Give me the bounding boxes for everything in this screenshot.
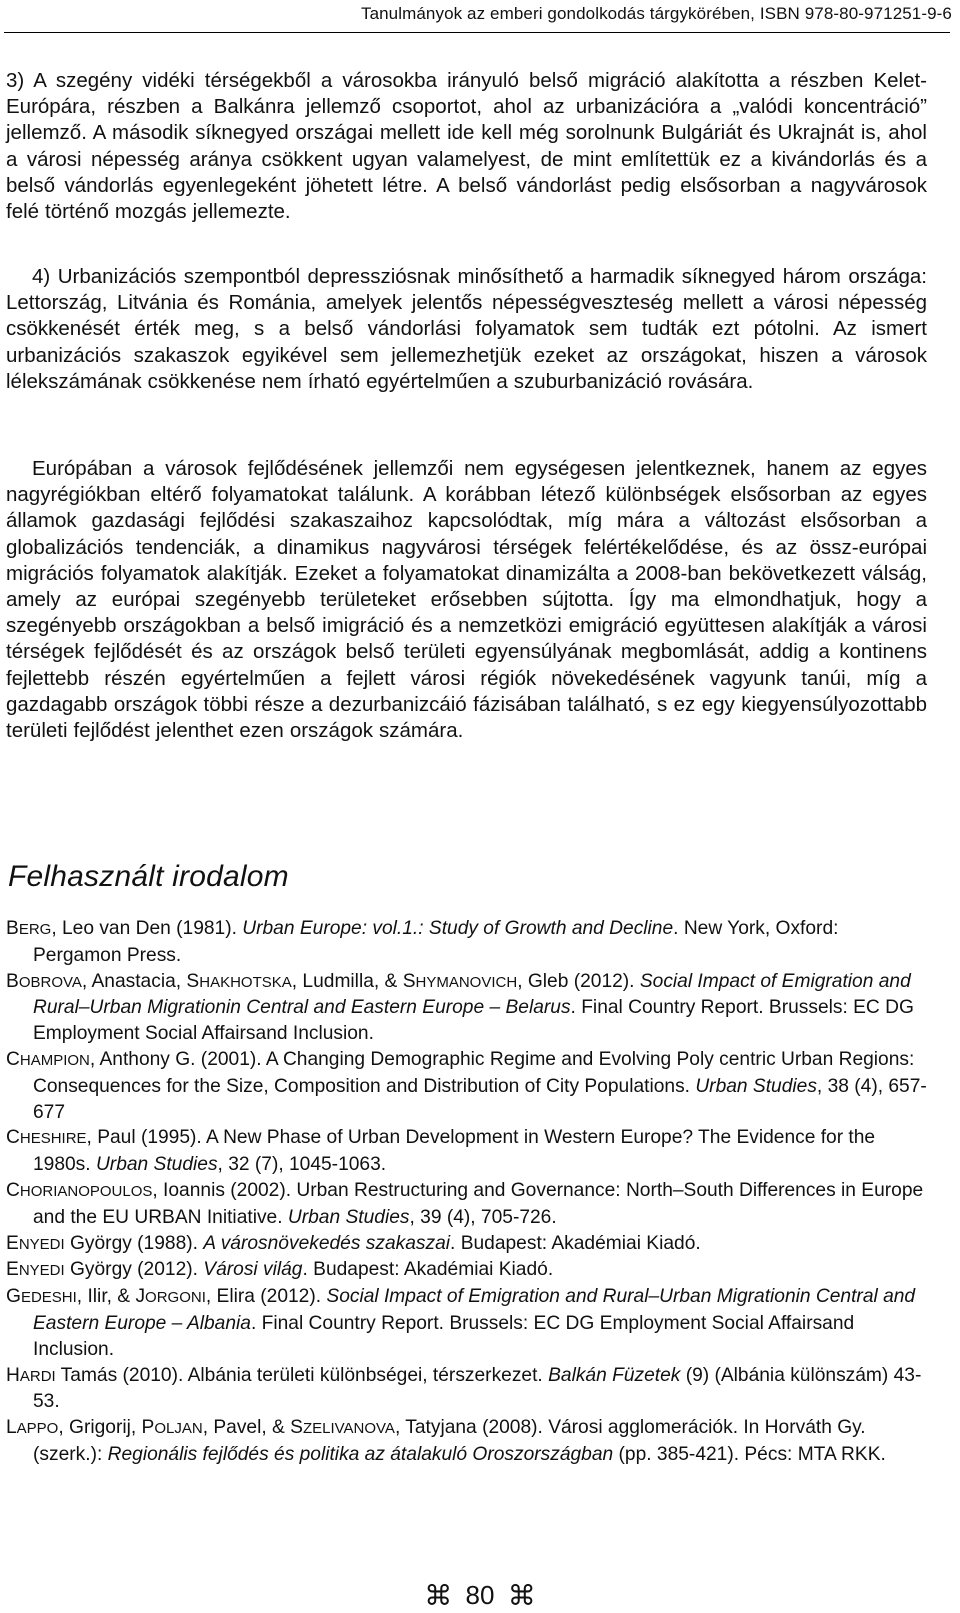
author-surname: ENYEDI	[6, 1259, 65, 1281]
header-rule	[4, 32, 950, 33]
reference-item: ENYEDI György (2012). Városi világ. Budapest: Akadémiai Kiadó.	[6, 1259, 554, 1281]
reference-item: CHESHIRE, Paul (1995). A New Phase of Urban Development in Western Europe? The Evidence for the 1980s. Urban Studies, 32 (7), 1045-1063.	[6, 1127, 876, 1176]
author-surname: CHESHIRE	[6, 1127, 87, 1149]
body-paragraph-3	[6, 68, 927, 225]
author-surname: CHAMPION	[6, 1048, 90, 1070]
body-paragraph-4	[6, 264, 927, 395]
author-surname: ENYEDI	[6, 1232, 65, 1254]
reference-item: CHORIANOPOULOS, Ioannis (2002). Urban Restructuring and Governance: North–South Differences in Europe and the EU URBAN Initiative. Urban Studies, 39 (4), 705-726.	[6, 1179, 924, 1228]
reference-title: A városnövekedés szakaszai	[203, 1232, 451, 1254]
author-surname: LAPPO	[6, 1417, 59, 1439]
reference-item: LAPPO, Grigorij, POLJAN, Pavel, & SZELIVANOVA, Tatyjana (2008). Városi agglomerációk. In Horváth Gy. (szerk.): Regionális fejlődés és politika az átalakuló Oroszországban (pp. 385-421). Pécs: MTA RKK.	[6, 1417, 886, 1465]
reference-title: Regionális fejlődés és politika az átalakuló Oroszországban	[107, 1443, 614, 1465]
paragraph-4-text: 4) Urbanizációs szempontból depressziósnak minősíthető a harmadik síknegyed három országa: Lettország, Litvánia és Románia, amelyek jelentős népességveszteség mellett a városi népesség csökkenését érték meg, s a belső vándorlási folyamatok sem tudták ezt pótolni. Az ismert urbanizációs szakaszok egyikével sem jellemezhetjük ezeket az országokat, hiszen a városok lélekszámának csökkenése nem írható egyértelműen a szuburbanizáció rovására.	[6, 265, 927, 393]
author-surname: BOBROVA	[6, 970, 82, 992]
reference-item: BERG, Leo van Den (1981). Urban Europe: vol.1.: Study of Growth and Decline. New York, Oxford: Pergamon Press.	[6, 918, 839, 966]
reference-item: BOBROVA, Anastacia, SHAKHOTSKA, Ludmilla, & SHYMANOVICH, Gleb (2012). Social Impact of Emigration and Rural–Urban Migrationin Central and Eastern Europe – Belarus. Final Country Report. Brussels: EC DG Employment Social Affairsand Inclusion.	[6, 970, 914, 1045]
body-paragraph-conclusion	[6, 456, 927, 744]
command-key-icon: ⌘	[507, 1578, 536, 1612]
reference-item: HARDI Tamás (2010). Albánia területi különbségei, térszerkezet. Balkán Füzetek (9) (Albánia különszám) 43-53.	[6, 1364, 922, 1413]
command-key-icon: ⌘	[424, 1578, 453, 1612]
reference-item: ENYEDI György (1988). A városnövekedés szakaszai. Budapest: Akadémiai Kiadó.	[6, 1232, 701, 1254]
reference-title: Social Impact of Emigration and Rural–Urban Migrationin Central and Eastern Europe – Albania	[33, 1286, 916, 1334]
author-surname: POLJAN	[141, 1417, 203, 1439]
reference-journal: Urban Studies	[95, 1154, 218, 1176]
author-surname: CHORIANOPOULOS	[6, 1179, 153, 1201]
paragraph-3-text: 3) A szegény vidéki térségekből a városokba irányuló belső migráció alakította a részben Kelet-Európára, részben a Balkánra jellemző csoportot, ahol az urbanizációra a „valódi koncentráció” jellemző. A második síknegyed országai mellett ide kell még sorolnunk Bulgáriát és Ukrajnát is, ahol a városi népesség aránya csökkent ugyan valamelyest, de mint említettük ez a kivándorlás és a belső vándorlás egyenlegeként jöhetett létre. A belső vándorlást pedig elsősorban a nagyvárosok felé történő mozgás jellemezte.	[6, 69, 927, 224]
references-heading: Felhasznált irodalom	[8, 860, 289, 893]
author-surname: HARDI	[6, 1364, 56, 1386]
author-surname: GEDESHI	[6, 1286, 77, 1308]
author-surname: JORGONI	[135, 1286, 206, 1308]
reference-journal: Balkán Füzetek	[548, 1364, 681, 1386]
reference-journal: Urban Studies	[287, 1206, 410, 1228]
page-footer	[0, 1578, 960, 1612]
author-surname: SZELIVANOVA	[290, 1417, 395, 1439]
reference-journal: Urban Studies	[695, 1075, 817, 1097]
author-surname: BERG	[6, 918, 52, 939]
reference-title: Urban Europe: vol.1.: Study of Growth and Decline	[242, 918, 674, 939]
reference-item: CHAMPION, Anthony G. (2001). A Changing Demographic Regime and Evolving Poly centric Urban Regions: Consequences for the Size, Composition and Distribution of City Populations. Urban Studies, 38 (4), 657-677	[6, 1048, 927, 1123]
author-surname: SHAKHOTSKA	[186, 970, 292, 992]
reference-item: GEDESHI, Ilir, & JORGONI, Elira (2012). Social Impact of Emigration and Rural–Urban Migrationin Central and Eastern Europe – Albania. Final Country Report. Brussels: EC DG Employment Social Affairsand Inclusion.	[6, 1286, 916, 1360]
running-header: Tanulmányok az emberi gondolkodás tárgykörében, ISBN 978-80-971251-9-6	[360, 4, 952, 23]
reference-title: Városi világ	[203, 1259, 303, 1281]
page-number: 80	[465, 1579, 495, 1610]
reference-title: Social Impact of Emigration and Rural–Urban Migrationin Central and Eastern Europe – Belarus	[33, 970, 911, 1019]
author-surname: SHYMANOVICH	[402, 970, 518, 992]
paragraph-conclusion-text: Európában a városok fejlődésének jellemzői nem egységesen jelentkeznek, hanem az egyes nagyrégiókban eltérő folyamatokat találunk. A korábban létező különbségek elsősorban az egyes államok gazdasági fejlődési szakaszaihoz kapcsolódtak, míg mára a változást elsősorban a globalizációs tendenciák, a dinamikus nagyvárosi térségek felértékelődése, és az össz-európai migrációs folyamatok alakítják. Ezeket a folyamatokat dinamizálta a 2008-ban bekövetkezett válság, amely az európai szegényebb területeket erősebben sújtotta. Így ma elmondhatjuk, hogy a szegényebb országokban a belső imigráció és a nemzetközi emigráció együttesen alakítják a városi térségek fejlődését és az országok belső területi egyensúlyának megbomlását, addig a kontinens fejlettebb részén egyértelműen a fejlett városi régiók növekedésének vagyunk tanúi, míg a gazdagabb országok többi része a dezurbanizcáió fázisában található, s ez egy kiegyensúlyozottabb területi fejlődést jelenthet ezen országok számára.	[6, 457, 927, 743]
references-list	[6, 916, 927, 1468]
